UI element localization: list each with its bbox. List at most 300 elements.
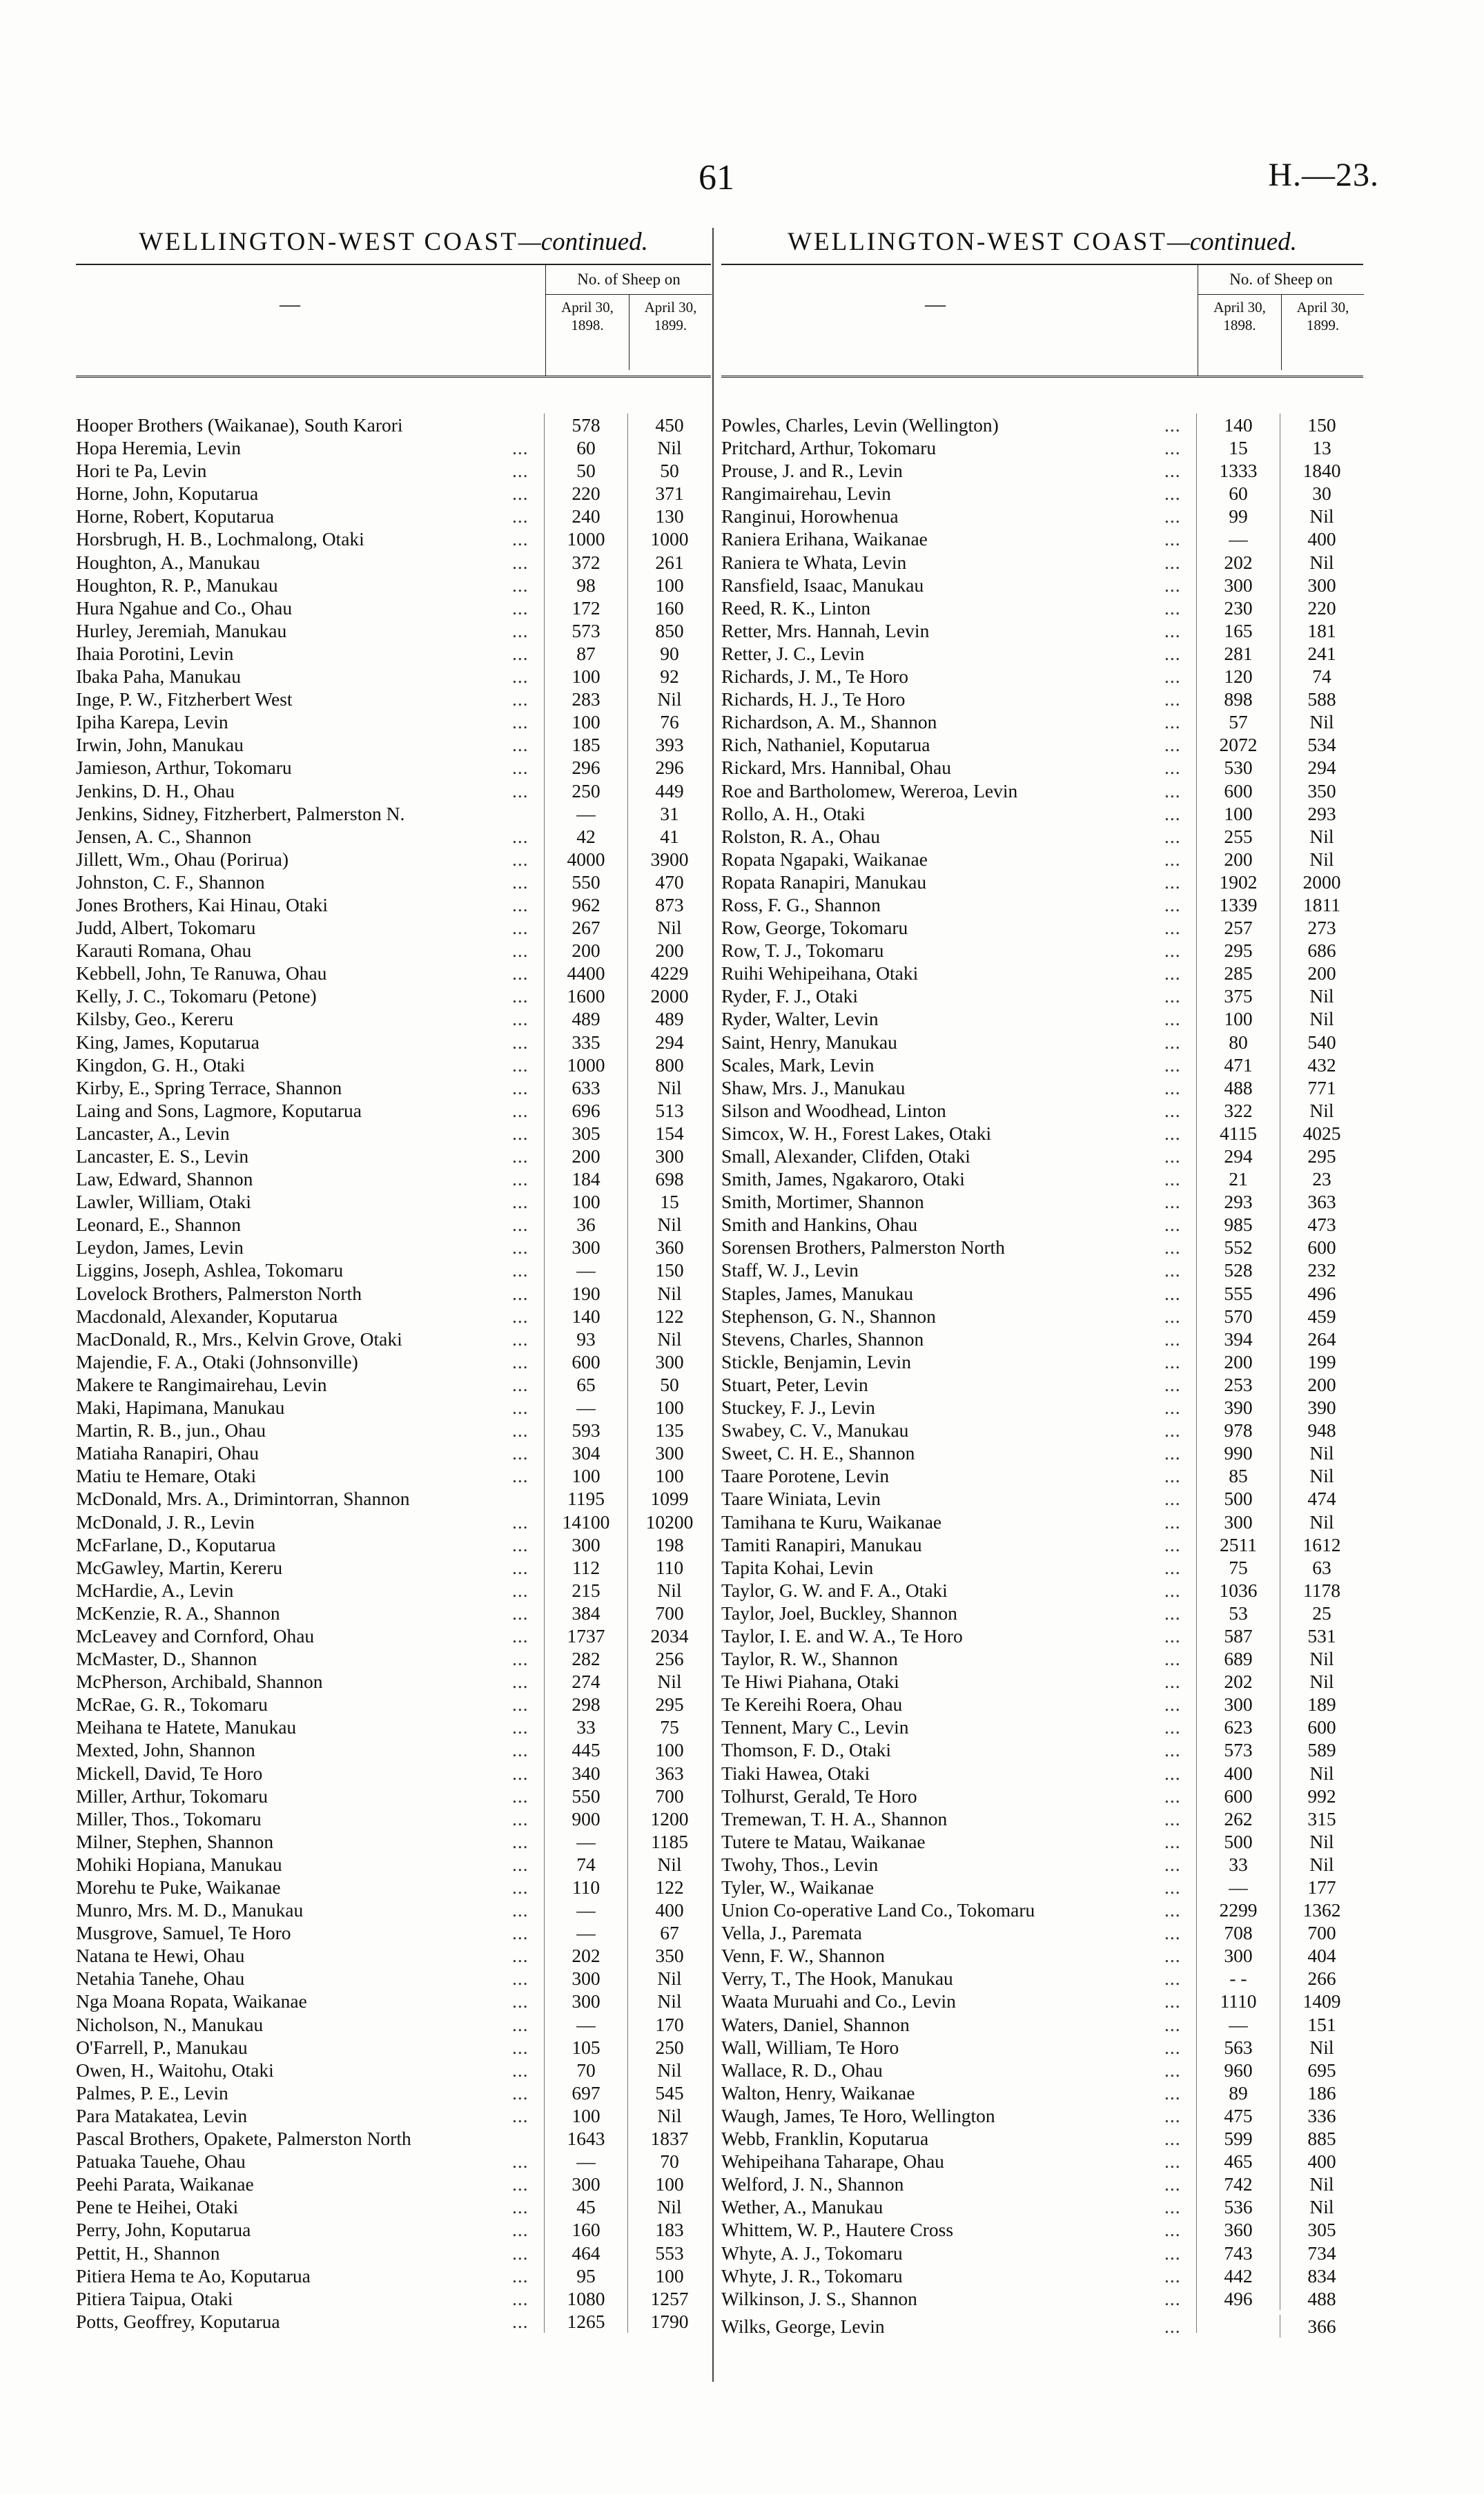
sheep-1899-cell: 100 xyxy=(627,2173,711,2195)
sheep-1898-cell: 60 xyxy=(1196,482,1280,505)
owner-name-cell: Ihaia Porotini, Levin xyxy=(76,642,234,664)
dot-leader: ... xyxy=(1164,1533,1181,1555)
dot-leader: ... xyxy=(1164,2013,1181,2035)
dot-leader: ... xyxy=(1164,1807,1181,1829)
table-row xyxy=(76,1122,711,1145)
right-title-continued: —continued. xyxy=(1166,228,1297,256)
dot-leader: ... xyxy=(512,1945,529,1967)
page-header xyxy=(0,0,1484,221)
table-row xyxy=(721,848,1363,871)
table-row xyxy=(76,1944,711,1967)
owner-name-cell: Pritchard, Arthur, Tokomaru xyxy=(721,437,937,459)
owner-name-cell: Natana te Hewi, Ohau xyxy=(76,1945,245,1967)
owner-name-cell: Peehi Parata, Waikanae xyxy=(76,2173,254,2195)
table-row xyxy=(721,825,1363,848)
owner-name-cell: Jamieson, Arthur, Tokomaru xyxy=(76,757,292,779)
dot-leader: ... xyxy=(1164,1008,1181,1030)
table-row xyxy=(721,1807,1363,1830)
dot-leader: ... xyxy=(512,2013,529,2035)
owner-name-cell: Reed, R. K., Linton xyxy=(721,596,871,619)
sheep-1899-cell: 1612 xyxy=(1280,1533,1363,1556)
table-row xyxy=(76,1511,711,1533)
sheep-1899-cell: 50 xyxy=(627,459,711,482)
sheep-1899-cell: 264 xyxy=(1280,1328,1363,1350)
dot-leader: ... xyxy=(1164,1579,1181,1601)
sheep-1899-cell: 400 xyxy=(1280,527,1363,550)
sheep-1899-cell: 200 xyxy=(627,939,711,962)
owner-name-cell: Simcox, W. H., Forest Lakes, Otaki xyxy=(721,1122,992,1144)
owner-name-cell: Roe and Bartholomew, Wereroa, Levin xyxy=(721,779,1018,802)
owner-name-cell: Whittem, W. P., Hautere Cross xyxy=(721,2219,954,2241)
table-row xyxy=(76,1350,711,1373)
sheep-1899-cell: 295 xyxy=(627,1693,711,1716)
table-row xyxy=(721,436,1363,459)
sheep-1898-cell: 267 xyxy=(544,916,627,939)
sheep-1899-cell: Nil xyxy=(627,1990,711,2012)
sheep-1898-cell: 600 xyxy=(1196,1785,1280,1807)
table-row xyxy=(721,1944,1363,1967)
owner-name-cell: Staples, James, Manukau xyxy=(721,1282,914,1304)
owner-name-cell: Horne, John, Koputarua xyxy=(76,483,259,505)
owner-name-cell: Laing and Sons, Lagmore, Koputarua xyxy=(76,1099,362,1121)
sheep-1898-cell: 304 xyxy=(544,1441,627,1464)
owner-name-cell: Tyler, W., Waikanae xyxy=(721,1876,875,1898)
dot-leader: ... xyxy=(1164,1282,1181,1304)
owner-name-cell: Wether, A., Manukau xyxy=(721,2196,883,2218)
left-sheep-count-header xyxy=(545,265,712,376)
table-row xyxy=(721,2310,1363,2337)
owner-name-cell: Powles, Charles, Levin (Wellington) xyxy=(721,414,999,436)
table-row xyxy=(721,688,1363,710)
sheep-1899-cell: 400 xyxy=(627,1899,711,1921)
dot-leader: ... xyxy=(512,1739,529,1761)
dot-leader: ... xyxy=(1164,2287,1181,2309)
table-row xyxy=(721,459,1363,482)
owner-name-cell: Kirby, E., Spring Terrace, Shannon xyxy=(76,1076,342,1098)
sheep-1899-cell: Nil xyxy=(1280,2036,1363,2059)
table-row xyxy=(76,962,711,984)
dot-leader: ... xyxy=(512,940,529,962)
owner-name-cell: Taylor, Joel, Buckley, Shannon xyxy=(721,1602,957,1624)
dot-leader: ... xyxy=(512,2264,529,2287)
sheep-1898-cell: 87 xyxy=(544,642,627,665)
dot-leader: ... xyxy=(1164,1259,1181,1281)
table-row xyxy=(76,984,711,1007)
sheep-1898-cell: 100 xyxy=(1196,1007,1280,1030)
sheep-1898-cell: 1195 xyxy=(544,1487,627,1510)
sheep-1898-cell: 285 xyxy=(1196,962,1280,984)
table-row xyxy=(76,1876,711,1899)
owner-name-cell: Owen, H., Waitohu, Otaki xyxy=(76,2059,274,2081)
owner-name-cell: Stevens, Charles, Shannon xyxy=(721,1328,924,1350)
sheep-1899-cell: 266 xyxy=(1280,1967,1363,1990)
sheep-1898-cell: 57 xyxy=(1196,710,1280,733)
sheep-1898-cell: 1339 xyxy=(1196,893,1280,916)
table-row xyxy=(76,2059,711,2081)
owner-name-cell: Miller, Arthur, Tokomaru xyxy=(76,1785,268,1807)
table-row xyxy=(721,2081,1363,2104)
sheep-1898-cell: — xyxy=(544,1921,627,1944)
owner-name-cell: Kebbell, John, Te Ranuwa, Ohau xyxy=(76,962,327,984)
table-row xyxy=(721,1556,1363,1579)
sheep-1899-cell: 800 xyxy=(627,1054,711,1076)
sheep-1898-cell: 60 xyxy=(544,436,627,459)
dot-leader: ... xyxy=(512,1602,529,1624)
sheep-1899-cell: 1837 xyxy=(627,2127,711,2150)
sheep-1899-cell: 336 xyxy=(1280,2104,1363,2127)
sheep-1899-cell: 63 xyxy=(1280,1556,1363,1579)
table-row xyxy=(721,984,1363,1007)
owner-name-cell: Shaw, Mrs. J., Manukau xyxy=(721,1076,906,1098)
table-row xyxy=(76,688,711,710)
owner-name-cell: Whyte, J. R., Tokomaru xyxy=(721,2264,903,2287)
sheep-1898-cell: 2299 xyxy=(1196,1899,1280,1921)
owner-name-cell: Netahia Tanehe, Ohau xyxy=(76,1968,245,1990)
sheep-1898-cell: 105 xyxy=(544,2036,627,2059)
table-row xyxy=(721,1419,1363,1441)
dot-leader: ... xyxy=(1164,1830,1181,1852)
sheep-1899-cell: 1200 xyxy=(627,1807,711,1830)
sheep-1899-cell: Nil xyxy=(627,1670,711,1693)
dot-leader: ... xyxy=(1164,437,1181,459)
sheep-1899-cell: Nil xyxy=(1280,1441,1363,1464)
dot-leader: ... xyxy=(1164,666,1181,688)
dot-leader: ... xyxy=(512,1397,529,1419)
table-row xyxy=(721,1785,1363,1807)
sheep-1898-cell: 98 xyxy=(544,574,627,596)
dot-leader: ... xyxy=(1164,1762,1181,1784)
table-row xyxy=(721,619,1363,642)
sheep-1898-cell: 1333 xyxy=(1196,459,1280,482)
sheep-1899-cell: 363 xyxy=(627,1762,711,1785)
sheep-1899-cell: 698 xyxy=(627,1167,711,1190)
owner-name-cell: Tiaki Hawea, Otaki xyxy=(721,1762,870,1784)
right-sheep-table xyxy=(721,414,1363,2337)
dot-leader: ... xyxy=(512,1259,529,1281)
table-row xyxy=(76,802,711,825)
table-row xyxy=(721,1624,1363,1647)
sheep-1898-cell: 305 xyxy=(544,1122,627,1145)
table-row xyxy=(721,596,1363,619)
sheep-1898-cell: 172 xyxy=(544,596,627,619)
dot-leader: ... xyxy=(512,2287,529,2309)
table-row xyxy=(721,482,1363,505)
dot-leader: ... xyxy=(1164,825,1181,847)
sheep-1899-cell: 450 xyxy=(627,414,711,436)
sheep-1899-cell: 531 xyxy=(1280,1624,1363,1647)
owner-name-cell: Mickell, David, Te Horo xyxy=(76,1762,263,1784)
sheep-1898-cell: 140 xyxy=(1196,414,1280,436)
table-row xyxy=(76,2264,711,2287)
sheep-1899-cell: 300 xyxy=(627,1441,711,1464)
sheep-1898-cell: 33 xyxy=(1196,1853,1280,1876)
sheep-1899-cell: 76 xyxy=(627,710,711,733)
sheep-1899-cell: Nil xyxy=(1280,1762,1363,1785)
dot-leader: ... xyxy=(512,962,529,984)
dot-leader: ... xyxy=(1164,2264,1181,2287)
dot-leader: ... xyxy=(512,688,529,710)
table-row xyxy=(721,1762,1363,1785)
dot-leader: ... xyxy=(1164,528,1181,550)
dot-leader: ... xyxy=(512,893,529,915)
dot-leader: ... xyxy=(512,1465,529,1487)
owner-name-cell: Leonard, E., Shannon xyxy=(76,1214,242,1236)
dot-leader: ... xyxy=(512,1076,529,1098)
sheep-1899-cell: 294 xyxy=(1280,756,1363,779)
sheep-1898-cell: — xyxy=(544,2150,627,2173)
sheep-1898-cell: 300 xyxy=(544,1990,627,2012)
owner-name-cell: Tolhurst, Gerald, Te Horo xyxy=(721,1785,917,1807)
owner-name-cell: Milner, Stephen, Shannon xyxy=(76,1830,274,1852)
sheep-1899-cell: 189 xyxy=(1280,1693,1363,1716)
dot-leader: ... xyxy=(1164,688,1181,710)
sheep-1899-cell: Nil xyxy=(627,1853,711,1876)
sheep-1899-cell: Nil xyxy=(1280,1670,1363,1693)
owner-name-cell: Richardson, A. M., Shannon xyxy=(721,711,937,733)
sheep-1898-cell: 1902 xyxy=(1196,871,1280,893)
table-row xyxy=(76,2218,711,2241)
owner-name-cell: Jenkins, D. H., Ohau xyxy=(76,779,235,802)
dot-leader: ... xyxy=(1164,1693,1181,1716)
table-row xyxy=(721,1145,1363,1167)
table-row xyxy=(76,2013,711,2036)
dot-leader: ... xyxy=(512,1236,529,1259)
dot-leader: ... xyxy=(1164,1922,1181,1944)
sheep-1898-cell: 100 xyxy=(544,710,627,733)
sheep-1898-cell: 202 xyxy=(1196,551,1280,574)
dot-leader: ... xyxy=(1164,1328,1181,1350)
sheep-1898-cell: 112 xyxy=(544,1556,627,1579)
table-row xyxy=(721,1511,1363,1533)
sheep-1898-cell: 110 xyxy=(544,1876,627,1899)
owner-name-cell: Ipiha Karepa, Levin xyxy=(76,711,228,733)
sheep-1898-cell: 300 xyxy=(544,1236,627,1259)
sheep-1898-cell: 33 xyxy=(544,1716,627,1738)
sheep-1899-cell: Nil xyxy=(627,2195,711,2218)
sheep-1899-cell: 315 xyxy=(1280,1807,1363,1830)
sheep-1898-cell: 900 xyxy=(544,1807,627,1830)
sheep-1898-cell: 215 xyxy=(544,1579,627,1602)
owner-name-cell: Liggins, Joseph, Ashlea, Tokomaru xyxy=(76,1259,344,1281)
owner-name-cell: Leydon, James, Levin xyxy=(76,1236,244,1259)
dot-leader: ... xyxy=(1164,1511,1181,1533)
owner-name-cell: Ropata Ranapiri, Manukau xyxy=(721,871,927,893)
sheep-1899-cell: Nil xyxy=(1280,710,1363,733)
dot-leader: ... xyxy=(1164,917,1181,939)
sheep-1898-cell: 100 xyxy=(544,1464,627,1487)
table-row xyxy=(76,1305,711,1328)
owner-name-cell: Patuaka Tauehe, Ohau xyxy=(76,2151,246,2173)
sheep-1898-cell: 578 xyxy=(544,414,627,436)
owner-name-cell: Wilks, George, Levin xyxy=(721,2315,885,2337)
sheep-1898-cell: 500 xyxy=(1196,1830,1280,1853)
sheep-1898-cell: 335 xyxy=(544,1031,627,1054)
table-row xyxy=(721,1122,1363,1145)
sheep-1899-cell: 150 xyxy=(627,1259,711,1281)
right-column xyxy=(721,207,1363,2337)
sheep-1898-cell: — xyxy=(1196,2013,1280,2036)
sheep-1898-cell: 293 xyxy=(1196,1190,1280,1213)
table-row xyxy=(721,1853,1363,1876)
table-row xyxy=(76,1007,711,1030)
dot-leader: ... xyxy=(1164,893,1181,915)
owner-name-cell: Stuart, Peter, Levin xyxy=(721,1373,868,1395)
owner-name-cell: Silson and Woodhead, Linton xyxy=(721,1099,946,1121)
sheep-1898-cell: 281 xyxy=(1196,642,1280,665)
owner-name-cell: Wallace, R. D., Ohau xyxy=(721,2059,883,2081)
owner-name-cell: Swabey, C. V., Manukau xyxy=(721,1419,909,1441)
owner-name-cell: Palmes, P. E., Levin xyxy=(76,2081,228,2104)
sheep-1899-cell: 160 xyxy=(627,596,711,619)
owner-name-cell: Saint, Henry, Manukau xyxy=(721,1031,897,1053)
dot-leader: ... xyxy=(512,1693,529,1716)
sheep-1898-cell: 1643 xyxy=(544,2127,627,2150)
table-row xyxy=(721,1373,1363,1396)
sheep-1898-cell: 298 xyxy=(544,1693,627,1716)
dot-leader: ... xyxy=(512,1922,529,1944)
dot-leader: ... xyxy=(1164,1602,1181,1624)
page-number: 61 xyxy=(699,158,734,197)
sheep-1899-cell: Nil xyxy=(1280,1830,1363,1853)
table-row xyxy=(76,1967,711,1990)
sheep-1898-cell: 200 xyxy=(1196,1350,1280,1373)
table-row xyxy=(721,1007,1363,1030)
sheep-1899-cell: 513 xyxy=(627,1099,711,1122)
owner-name-cell: Lancaster, E. S., Levin xyxy=(76,1145,249,1167)
dot-leader: ... xyxy=(512,619,529,641)
sheep-1898-cell: 1600 xyxy=(544,984,627,1007)
table-row xyxy=(76,756,711,779)
sheep-1898-cell: 300 xyxy=(544,1967,627,1990)
sheep-1898-cell: 360 xyxy=(1196,2218,1280,2241)
dot-leader: ... xyxy=(1164,2036,1181,2058)
sheep-1898-cell: 475 xyxy=(1196,2104,1280,2127)
sheep-1899-cell: Nil xyxy=(1280,2173,1363,2195)
left-header-1899: April 30, 1899. xyxy=(629,294,712,370)
sheep-1899-cell: 177 xyxy=(1280,1876,1363,1899)
sheep-1898-cell: 15 xyxy=(1196,436,1280,459)
left-name-column-header: — xyxy=(280,293,300,315)
table-row xyxy=(76,2127,711,2150)
sheep-1899-cell: 496 xyxy=(1280,1282,1363,1305)
sheep-1899-cell: 432 xyxy=(1280,1054,1363,1076)
right-title-main: WELLINGTON-WEST COAST xyxy=(788,228,1167,256)
dot-leader: ... xyxy=(1164,711,1181,733)
sheep-1899-cell: 1409 xyxy=(1280,1990,1363,2012)
table-row xyxy=(76,2242,711,2264)
table-row xyxy=(76,1738,711,1761)
table-row xyxy=(76,596,711,619)
dot-leader: ... xyxy=(512,2310,529,2332)
dot-leader: ... xyxy=(512,734,529,756)
dot-leader: ... xyxy=(512,2059,529,2081)
sheep-1899-cell: 241 xyxy=(1280,642,1363,665)
sheep-1899-cell: Nil xyxy=(627,2104,711,2127)
dot-leader: ... xyxy=(1164,1122,1181,1144)
sheep-1898-cell: 200 xyxy=(544,1145,627,1167)
table-row xyxy=(76,1167,711,1190)
owner-name-cell: Twohy, Thos., Levin xyxy=(721,1853,879,1875)
sheep-1898-cell: 89 xyxy=(1196,2081,1280,2104)
owner-name-cell: Perry, John, Koputarua xyxy=(76,2219,251,2241)
owner-name-cell: Irwin, John, Manukau xyxy=(76,734,244,756)
dot-leader: ... xyxy=(512,871,529,893)
table-row xyxy=(76,1921,711,1944)
dot-leader: ... xyxy=(1164,619,1181,641)
owner-name-cell: Karauti Romana, Ohau xyxy=(76,940,252,962)
dot-leader: ... xyxy=(1164,802,1181,824)
owner-name-cell: Pitiera Hema te Ao, Koputarua xyxy=(76,2264,311,2287)
table-row xyxy=(721,733,1363,756)
sheep-1898-cell: 633 xyxy=(544,1076,627,1099)
table-row xyxy=(76,916,711,939)
sheep-1899-cell: 10200 xyxy=(627,1511,711,1533)
sheep-1898-cell: 530 xyxy=(1196,756,1280,779)
sheep-1898-cell: 45 xyxy=(544,2195,627,2218)
owner-name-cell: Te Kereihi Roera, Ohau xyxy=(721,1693,903,1716)
dot-leader: ... xyxy=(1164,642,1181,664)
table-row xyxy=(721,962,1363,984)
table-row xyxy=(76,825,711,848)
dot-leader: ... xyxy=(512,1214,529,1236)
sheep-1899-cell: Nil xyxy=(1280,551,1363,574)
owner-name-cell: McDonald, Mrs. A., Drimintorran, Shannon xyxy=(76,1488,410,1510)
sheep-1899-cell: 100 xyxy=(627,2264,711,2287)
table-row xyxy=(76,436,711,459)
table-row xyxy=(721,1236,1363,1259)
owner-name-cell: Ropata Ngapaki, Waikanae xyxy=(721,848,928,870)
sheep-1899-cell: 92 xyxy=(627,665,711,688)
sheep-1898-cell: 70 xyxy=(544,2059,627,2081)
owner-name-cell: Ross, F. G., Shannon xyxy=(721,893,881,915)
dot-leader: ... xyxy=(512,1054,529,1076)
sheep-1899-cell: 700 xyxy=(627,1602,711,1624)
table-row xyxy=(76,1441,711,1464)
dot-leader: ... xyxy=(512,505,529,527)
owner-name-cell: Matiu te Hemare, Otaki xyxy=(76,1465,257,1487)
table-row xyxy=(76,1031,711,1054)
owner-name-cell: Rangimairehau, Levin xyxy=(721,483,891,505)
table-row xyxy=(76,1899,711,1921)
table-row xyxy=(76,414,711,436)
owner-name-cell: Scales, Mark, Levin xyxy=(721,1054,875,1076)
owner-name-cell: Jensen, A. C., Shannon xyxy=(76,825,252,847)
sheep-1899-cell: 250 xyxy=(627,2036,711,2059)
owner-name-cell: McMaster, D., Shannon xyxy=(76,1648,257,1670)
owner-name-cell: Hura Ngahue and Co., Ohau xyxy=(76,596,293,619)
sheep-1899-cell: 220 xyxy=(1280,596,1363,619)
sheep-1898-cell: 990 xyxy=(1196,1441,1280,1464)
sheep-1899-cell: 734 xyxy=(1280,2242,1363,2264)
sheep-1898-cell: 75 xyxy=(1196,1556,1280,1579)
table-row xyxy=(721,1602,1363,1624)
sheep-1898-cell: 600 xyxy=(1196,779,1280,802)
owner-name-cell: McGawley, Martin, Kereru xyxy=(76,1556,283,1578)
sheep-1898-cell: 120 xyxy=(1196,665,1280,688)
sheep-1899-cell: 2000 xyxy=(627,984,711,1007)
sheep-1898-cell: 696 xyxy=(544,1099,627,1122)
sheep-1898-cell: 95 xyxy=(544,2264,627,2287)
sheep-1898-cell: 100 xyxy=(544,2104,627,2127)
owner-name-cell: Meihana te Hatete, Manukau xyxy=(76,1716,297,1738)
sheep-1898-cell: 190 xyxy=(544,1282,627,1305)
dot-leader: ... xyxy=(1164,1214,1181,1236)
table-row xyxy=(76,1716,711,1738)
table-row xyxy=(76,710,711,733)
table-row xyxy=(76,1670,711,1693)
dot-leader: ... xyxy=(512,1716,529,1738)
sheep-1899-cell: 473 xyxy=(1280,1213,1363,1236)
